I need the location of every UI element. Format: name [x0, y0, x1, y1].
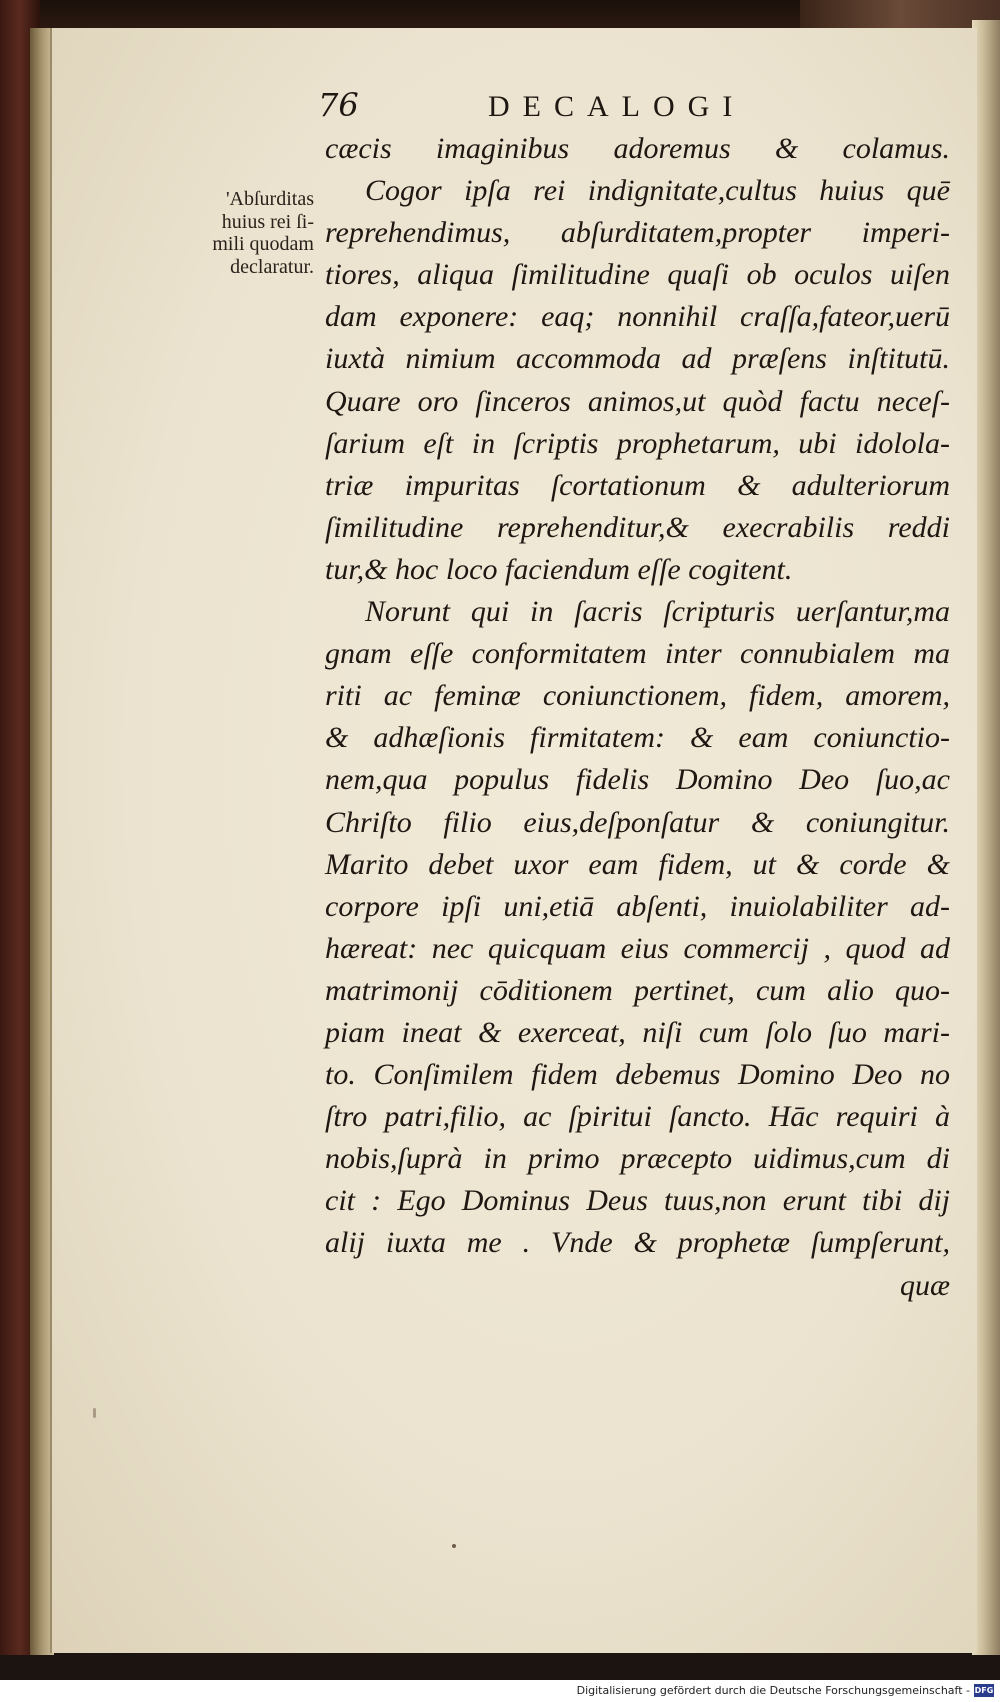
text-line: to. Conſimilem fidem debemus Domino Deo no [325, 1058, 950, 1092]
digitization-credit: Digitalisierung gefördert durch die Deutsche Forschungsgemeinschaft - [576, 1684, 970, 1697]
text-line: cæcis imaginibus adoremus & colamus. [325, 132, 950, 165]
text-line: nobis,ſuprà in primo præcepto uidimus,cum di [325, 1142, 950, 1176]
text-line: & adhæſionis firmitatem: & eam coniunctio- [325, 721, 950, 755]
paper-speck [452, 1544, 456, 1548]
marginal-note-line: 'Abſurditas [225, 188, 314, 210]
text-line: iuxtà nimium accommoda ad præſens inſtitutū. [325, 342, 950, 376]
book-cover-leather [800, 0, 1000, 30]
text-line: dam exponere: eaq; nonnihil craſſa,fateor,uerū [325, 300, 950, 334]
text-line: cit : Ego Dominus Deus tuus,non erunt tibi dij [325, 1184, 950, 1218]
text-line: triæ impuritas ſcortationum & adulteriorum [325, 468, 950, 502]
marginal-note [150, 188, 314, 278]
text-line: matrimonij cōditionem pertinet, cum alio quo- [325, 973, 950, 1007]
dfg-logo: DFG [974, 1686, 994, 1695]
text-line: Marito debet uxor eam fidem, ut & corde & [325, 847, 950, 881]
main-text-block [325, 128, 950, 1307]
text-line: tur,& hoc loco faciendum eſſe cogitent. [325, 552, 793, 586]
text-line: riti ac feminæ coniunctionem, fidem, amorem, [325, 679, 950, 713]
text-line: ſtro patri,filio, ac ſpiritui ſancto. Hāc requiri à [325, 1100, 950, 1134]
text-line: Quare oro ſinceros animos,ut quòd factu neceſ- [325, 384, 950, 418]
marginal-note-line: declaratur. [230, 255, 314, 278]
text-line: nem,qua populus fidelis Domino Deo ſuo,ac [325, 763, 950, 797]
text-line: ſarium eſt in ſcriptis prophetarum, ubi idolola- [325, 426, 950, 460]
text-line: hæreat: nec quicquam eius commercij , quod ad [325, 931, 950, 965]
text-line: Norunt qui in ſacris ſcripturis uerſantur,ma [365, 595, 950, 629]
running-head [318, 86, 788, 126]
text-line: ſimilitudine reprehenditur,& execrabilis reddi [325, 510, 950, 544]
text-line: gnam eſſe conformitatem inter connubialem ma [325, 637, 950, 671]
marginal-note-line: mili quodam [212, 233, 314, 255]
text-line: Chriſto filio eius,deſponſatur & coniungitur. [325, 805, 950, 839]
scan-background-bottom [0, 1655, 1000, 1680]
text-line: tiores, aliqua ſimilitudine quaſi ob oculos uiſen [325, 258, 950, 292]
text-line: piam ineat & exerceat, niſi cum ſolo ſuo mari- [325, 1015, 950, 1049]
text-line: corpore ipſi uni,etiā abſenti, inuiolabiliter ad- [325, 889, 950, 923]
text-line: reprehendimus, abſurditatem,propter imperi- [325, 216, 950, 250]
catchword: quæ [899, 1268, 950, 1302]
paper-speck [93, 1408, 96, 1418]
footer-bar [0, 1680, 1000, 1702]
text-line: alij iuxta me . Vnde & prophetæ ſumpſerunt, [325, 1226, 950, 1260]
marginal-note-line: huius rei ſi- [221, 210, 314, 233]
running-title: DECALOGI [488, 90, 746, 123]
text-line: Cogor ipſa rei indignitate,cultus huius quē [365, 174, 950, 208]
page-number: 76 [318, 86, 359, 124]
